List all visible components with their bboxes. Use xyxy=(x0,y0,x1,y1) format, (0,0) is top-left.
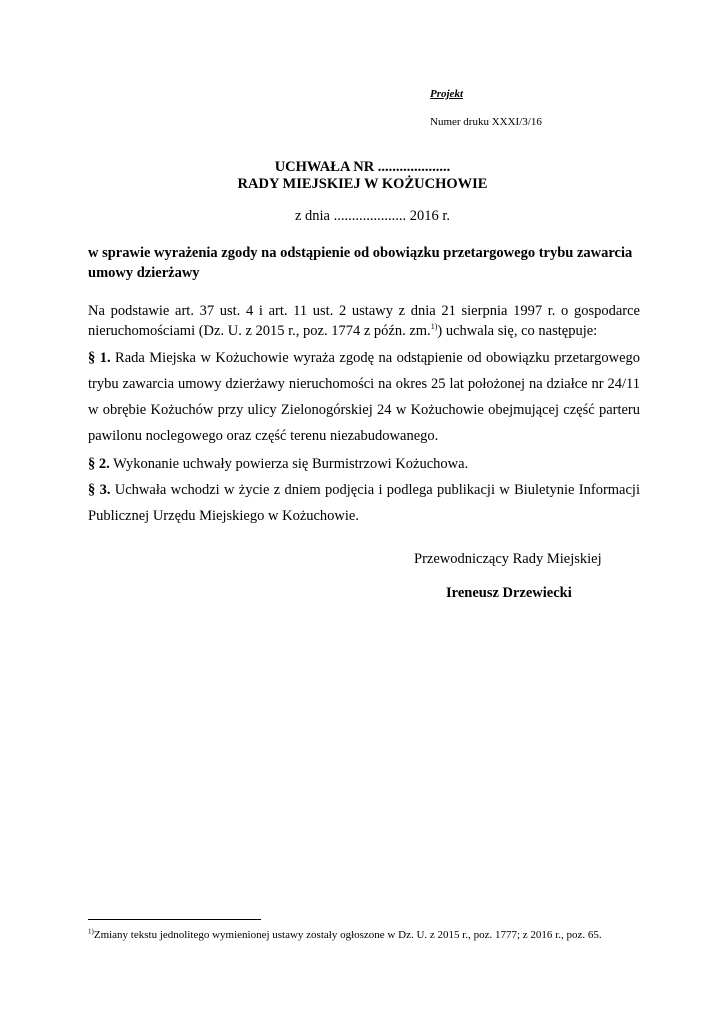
print-number: Numer druku XXXI/3/16 xyxy=(430,116,542,128)
signatory-role: Przewodniczący Rady Miejskiej xyxy=(414,551,602,567)
paragraph-mark: § 1. xyxy=(88,350,111,366)
paragraph-3 xyxy=(88,477,640,529)
paragraph-1 xyxy=(88,345,640,449)
projekt-label: Projekt xyxy=(430,88,463,100)
footnote xyxy=(88,927,640,943)
paragraph-text: Uchwała wchodzi w życie z dniem podjęcia i podlega publikacji w Biuletynie Informacji Publicznej Urzędu Miejskiego w Kożuchowie. xyxy=(88,482,640,524)
paragraph-text: Rada Miejska w Kożuchowie wyraża zgodę na odstąpienie od obowiązku przetargowego trybu zawarcia umowy dzierżawy nieruchomości na okres 25 lat położonej na działce nr 24/11 w obrębie Kożuchów przy ulicy Zielonogórskiej 24 w Kożuchowie obejmującej część parteru pawilonu noclegowego oraz część terenu niezabudowanego. xyxy=(88,350,641,444)
paragraph-mark: § 3. xyxy=(88,482,111,498)
resolution-subject: w sprawie wyrażenia zgody na odstąpienie od obowiązku przetargowego trybu zawarcia umowy dzierżawy xyxy=(88,245,633,281)
footnote-text: Zmiany tekstu jednolitego wymienionej ustawy zostały ogłoszone w Dz. U. z 2015 r., poz. 1777; z 2016 r., poz. 65. xyxy=(93,929,602,941)
footnote-marker: 1) xyxy=(88,927,94,936)
paragraph-mark: § 2. xyxy=(88,456,110,472)
preamble xyxy=(88,301,640,341)
preamble-text-after: ) uchwala się, co następuje: xyxy=(437,323,598,339)
council-name: RADY MIEJSKIEJ W KOŻUCHOWIE xyxy=(237,176,488,192)
resolution-title: UCHWAŁA NR .................... xyxy=(274,159,451,175)
paragraph-text: Wykonanie uchwały powierza się Burmistrzowi Kożuchowa. xyxy=(113,456,469,472)
footnote-separator xyxy=(88,919,261,920)
signatory-name: Ireneusz Drzewiecki xyxy=(446,585,572,601)
preamble-text-before: Na podstawie art. 37 ust. 4 i art. 11 ust. 2 ustawy z dnia 21 sierpnia 1997 r. o gospodarce nieruchomościami (Dz. U. z 2015 r., poz. 1774 z późn. zm. xyxy=(88,303,640,339)
paragraph-2 xyxy=(88,451,640,477)
resolution-date: z dnia .................... 2016 r. xyxy=(294,208,451,224)
footnote-reference: 1) xyxy=(430,322,438,332)
